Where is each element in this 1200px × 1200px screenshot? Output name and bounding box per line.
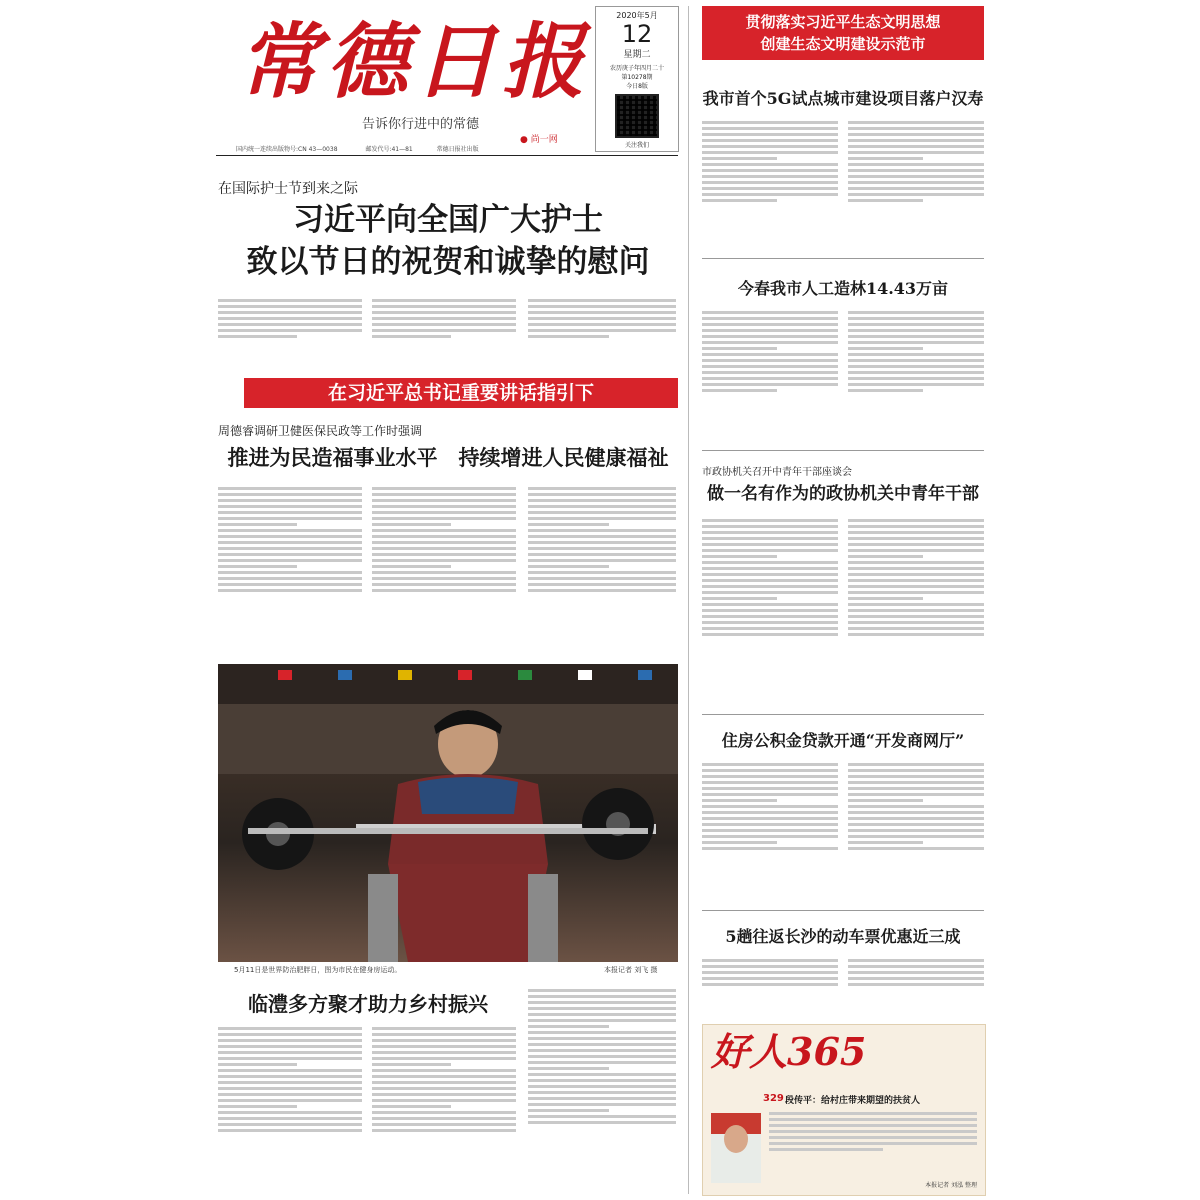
haoren-credit: 本报记者 刘泓 整理	[925, 1182, 977, 1189]
story2-title: 推进为民造福事业水平 持续增进人民健康福祉	[227, 445, 669, 470]
story2-body-col1	[218, 484, 362, 652]
date-day: 12	[621, 20, 653, 48]
masthead-slogan: 告诉你行进中的常德	[362, 117, 480, 132]
right-s4-body-right	[848, 760, 984, 898]
top-banner	[702, 6, 984, 60]
right-rule-2	[702, 450, 984, 451]
right-s5-title: 5趟往返长沙的动车票优惠近三成	[725, 927, 961, 946]
story3-title: 临澧多方聚才助力乡村振兴	[248, 992, 488, 1016]
right-s3-kicker: 市政协机关召开中青年干部座谈会	[702, 467, 852, 478]
red-banner-text: 在习近平总书记重要讲话指引下	[327, 382, 594, 404]
date-weekday: 星期二	[623, 50, 651, 60]
lead-title-line1: 习近平向全国广大护士	[293, 202, 603, 238]
date-lunar: 农历庚子年四月二十	[609, 65, 664, 72]
lead-title-line2: 致以节日的祝贺和诚挚的慰问	[246, 244, 650, 280]
qr-code-icon[interactable]	[615, 94, 659, 138]
right-s3-body-right	[848, 516, 984, 700]
gym-photo	[218, 664, 678, 962]
photo-caption: 5月11日是世界防治肥胖日，图为市民在健身房运动。	[234, 966, 402, 974]
postal-code: 邮发代号:41—81	[365, 146, 413, 153]
right-rule-1	[702, 258, 984, 259]
story2-body-col2	[372, 484, 516, 652]
masthead-title: 常德日报	[238, 14, 590, 110]
right-s4-title: 住房公积金贷款开通“开发商网厅”	[721, 731, 965, 750]
lead-body-col2	[372, 296, 516, 366]
site-logo-icon: ●	[520, 135, 528, 145]
lead-kicker: 在国际护士节到来之际	[218, 181, 358, 197]
story2-body-col3	[528, 484, 676, 652]
right-s4-body-left	[702, 760, 838, 898]
top-banner-line1: 贯彻落实习近平生态文明思想	[745, 13, 941, 31]
lead-body-col1	[218, 296, 362, 366]
right-s2-title: 今春我市人工造林14.43万亩	[737, 279, 949, 298]
haoren-headline: 段传平：给村庄带来期望的扶贫人	[785, 1096, 921, 1106]
gym-photo-illustration	[218, 664, 678, 962]
portrait-face-icon	[724, 1125, 748, 1153]
right-rule-4	[702, 910, 984, 911]
masthead-rule	[216, 155, 678, 156]
story3-body-col3	[528, 986, 676, 1194]
right-rule-3	[702, 714, 984, 715]
haoren-portrait	[711, 1113, 761, 1183]
site-logo-text: 尚一网	[530, 135, 558, 145]
right-s5-body-right	[848, 956, 984, 1006]
right-s3-body-left	[702, 516, 838, 700]
publisher: 常德日报社出版	[436, 146, 479, 153]
right-s2-body-right	[848, 308, 984, 434]
lead-body-col3	[528, 296, 676, 366]
story3-body-col1	[218, 1024, 362, 1194]
page-count: 今日8版	[626, 83, 648, 90]
right-s3-title: 做一名有作为的政协机关中青年干部	[707, 484, 979, 504]
top-banner-line2: 创建生态文明建设示范市	[760, 35, 926, 53]
story2-kicker: 周德睿调研卫健医保民政等工作时强调	[218, 424, 423, 438]
qr-caption: 关注我们	[624, 142, 649, 149]
right-s2-body-left	[702, 308, 838, 434]
right-s1-body-right	[848, 118, 984, 244]
story3-body-col2	[372, 1024, 516, 1194]
right-s5-body-left	[702, 956, 838, 1006]
haoren-body	[769, 1109, 977, 1179]
date-month: 2020年5月	[616, 11, 658, 20]
column-divider	[688, 6, 689, 1194]
haoren-number: 329	[763, 1093, 784, 1104]
date-box	[595, 6, 679, 152]
haoren-logo: 好人365	[711, 1029, 867, 1074]
right-s1-title: 我市首个5G试点城市建设项目落户汉寿	[702, 89, 984, 108]
publication-number: 国内统一连续出版物号:CN 43—0038	[236, 146, 338, 153]
haoren-box	[702, 1024, 986, 1196]
masthead-info-row	[236, 144, 586, 153]
right-s1-body-left	[702, 118, 838, 244]
issue-number: 第10278期	[621, 74, 653, 81]
photo-credit: 本报记者 刘飞 摄	[604, 966, 658, 974]
